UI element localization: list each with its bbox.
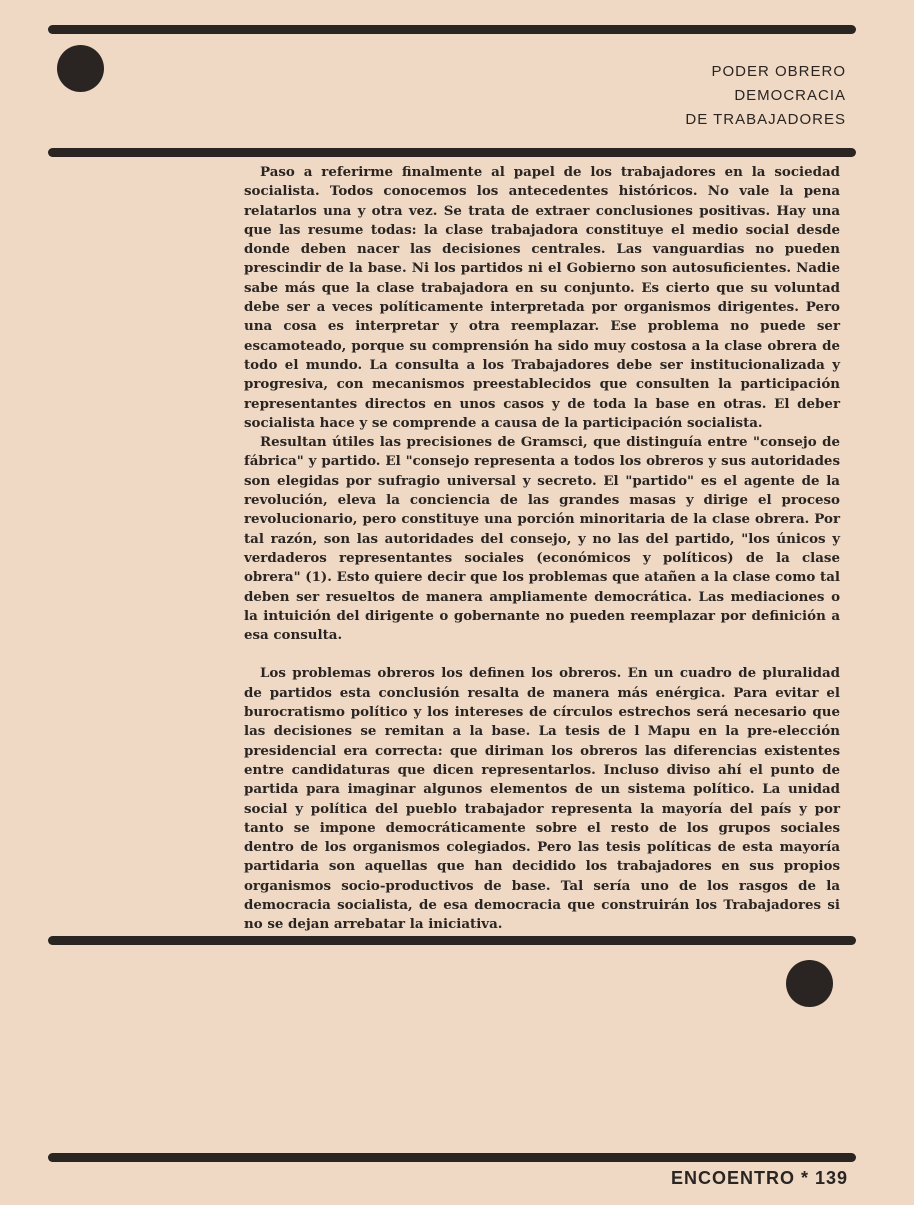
page-footer: ENCOENTRO * 139 [670,1168,848,1188]
top-rule [48,25,856,34]
paragraph-2: Resultan útiles las precisiones de Gramsci, que distinguía entre "consejo de fábrica" y partido. El "consejo representa a todos los obreros y sus autoridades son elegidas por sufragio universal y secreto. El "partido" es el agente de la revolución, eleva la conciencia de las grandes masas y dirige el proceso revolucionario, pero constituye una porción minoritaria de la clase obrera. Por tal razón, son las autoridades del consejo, y no las del partido, "los únicos y verdaderos representantes sociales (económicos y políticos) de la clase obrera" (1). Esto quiere decir que los problemas que atañen a la clase como tal deben ser resueltos de manera ampliamente democrática. Las mediaciones o la intuición del dirigente o gobernante no pueden reemplazar por definición a esa consulta. [244,434,840,644]
header-line-2: DEMOCRACIA [734,87,846,104]
header-rule [48,148,856,157]
top-left-dot [57,45,104,92]
paragraph-1: Paso a referirme finalmente al papel de los trabajadores en la sociedad socialista. Todos conocemos los antecedentes históricos. No vale la pena relatarlos una y otra vez. Se trata de extraer conclusiones positivas. Hay una que las resume todas: la clase trabajadora constituye el medio social desde donde deben nacer las decisiones centrales. Las vanguardias no pueden prescindir de la base. Ni los partidos ni el Gobierno son autosuficientes. Nadie sabe más que la clase trabajadora en su conjunto. Es cierto que su voluntad debe ser a veces políticamente interpretada por organismos dirigentes. Pero una cosa es interpretar y otra reemplazar. Ese problema no puede ser escamoteado, porque su comprensión ha sido muy costosa a la clase obrera de todo el mundo. La consulta a los Trabajadores debe ser institucionalizada y progresiva, con mecanismos preestablecidos que consulten la participación representantes directos en unos casos y de toda la base en otras. El deber socialista hace y se comprende a causa de la participación socialista. [244,164,840,431]
footer-rule [48,1153,856,1162]
article-body [244,163,840,935]
header-line-1: PODER OBRERO [711,63,846,80]
paragraph-3: Los problemas obreros los definen los obreros. En un cuadro de pluralidad de partidos esta conclusión resalta de manera más enérgica. Para evitar el burocratismo político y los intereses de círculos estrechos será necesario que las decisiones se remitan a la base. La tesis de l Mapu en la pre-elección presidencial era correcta: que diriman los obreros las diferencias existentes entre candidaturas que dicen representarlos. Incluso diviso ahí el punto de partida para imaginar algunos elementos de un sistema político. La unidad social y política del pueblo trabajador representa la mayoría del país y por tanto se impone democráticamente sobre el resto de los grupos sociales dentro de los organismos colegiados. Pero las tesis políticas de esta mayoría partidaria son aquellas que han decidido los trabajadores en sus propios organismos socio-productivos de base. Tal sería uno de los rasgos de la democracia socialista, de esa democracia que construirán los Trabajadores si no se dejan arrebatar la iniciativa. [244,665,840,933]
header-line-3: DE TRABAJADORES [685,111,846,128]
body-end-rule [48,936,856,945]
section-header [685,60,846,132]
bottom-right-dot [786,960,833,1007]
